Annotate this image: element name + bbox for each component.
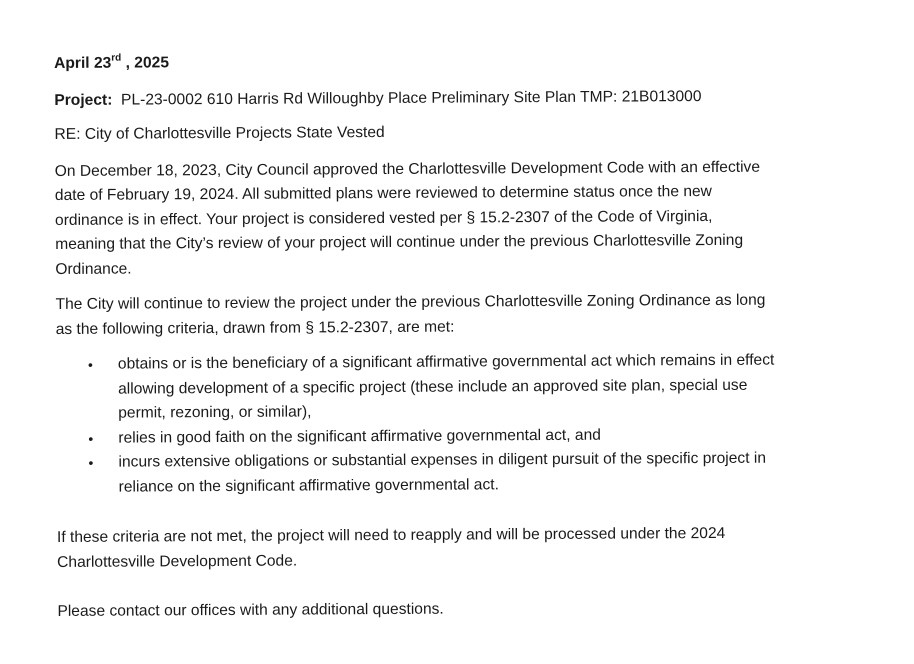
- subject-line: RE: City of Charlottesville Projects State Vested: [54, 123, 385, 143]
- paragraph-line: ordinance is in effect. Your project is considered vested per § 15.2-2307 of the Code of Virginia,: [54, 207, 713, 229]
- paragraph-line: Charlottesville Development Code.: [57, 552, 298, 571]
- closing-line: Please contact our offices with any additional questions.: [57, 600, 444, 620]
- bullet-icon: •: [88, 430, 94, 447]
- criteria-line: incurs extensive obligations or substantial expenses in diligent pursuit of the specific project in: [118, 449, 767, 471]
- project-line: [54, 83, 899, 113]
- letter-date: [54, 47, 899, 77]
- project-value: PL-23-0002 610 Harris Rd Willoughby Place Preliminary Site Plan TMP: 21B013000: [120, 87, 702, 109]
- criteria-list: [56, 348, 902, 500]
- paragraph-reapply: [57, 521, 902, 575]
- paragraph-review-conditions: [55, 288, 900, 342]
- bullet-icon: •: [87, 356, 93, 373]
- paragraph-line: On December 18, 2023, City Council approved the Charlottesville Development Code with an effective: [54, 158, 761, 180]
- criteria-item: [56, 348, 901, 427]
- date-month-day: April 23: [54, 54, 112, 72]
- criteria-line: permit, rezoning, or similar),: [118, 403, 312, 422]
- letter-body: [54, 47, 902, 625]
- criteria-line: obtains or is the beneficiary of a significant affirmative governmental act which remains in effect: [117, 351, 775, 373]
- paragraph-vested-status: [55, 154, 901, 282]
- paragraph-line: If these criteria are not met, the project will need to reapply and will be processed under the 2024: [56, 524, 726, 546]
- paragraph-line: as the following criteria, drawn from § 15.2-2307, are met:: [55, 318, 455, 338]
- project-label: Project:: [54, 91, 113, 109]
- paragraph-line: Ordinance.: [55, 260, 132, 278]
- paragraph-line: meaning that the City’s review of your project will continue under the previous Charlottesville Zoning: [55, 231, 744, 253]
- paragraph-line: The City will continue to review the project under the previous Charlottesville Zoning Ordinance as long: [55, 291, 766, 313]
- criteria-line: reliance on the significant affirmative governmental act.: [118, 475, 499, 496]
- date-year: , 2025: [121, 54, 170, 72]
- criteria-line: relies in good faith on the significant affirmative governmental act, and: [118, 426, 601, 447]
- paragraph-line: date of February 19, 2024. All submitted plans were reviewed to determine status once the new: [54, 182, 712, 204]
- criteria-item: [56, 446, 901, 500]
- criteria-line: allowing development of a specific project (these include an approved site plan, special use: [118, 376, 748, 398]
- date-ordinal-suffix: rd: [111, 52, 122, 64]
- bullet-icon: •: [88, 454, 94, 471]
